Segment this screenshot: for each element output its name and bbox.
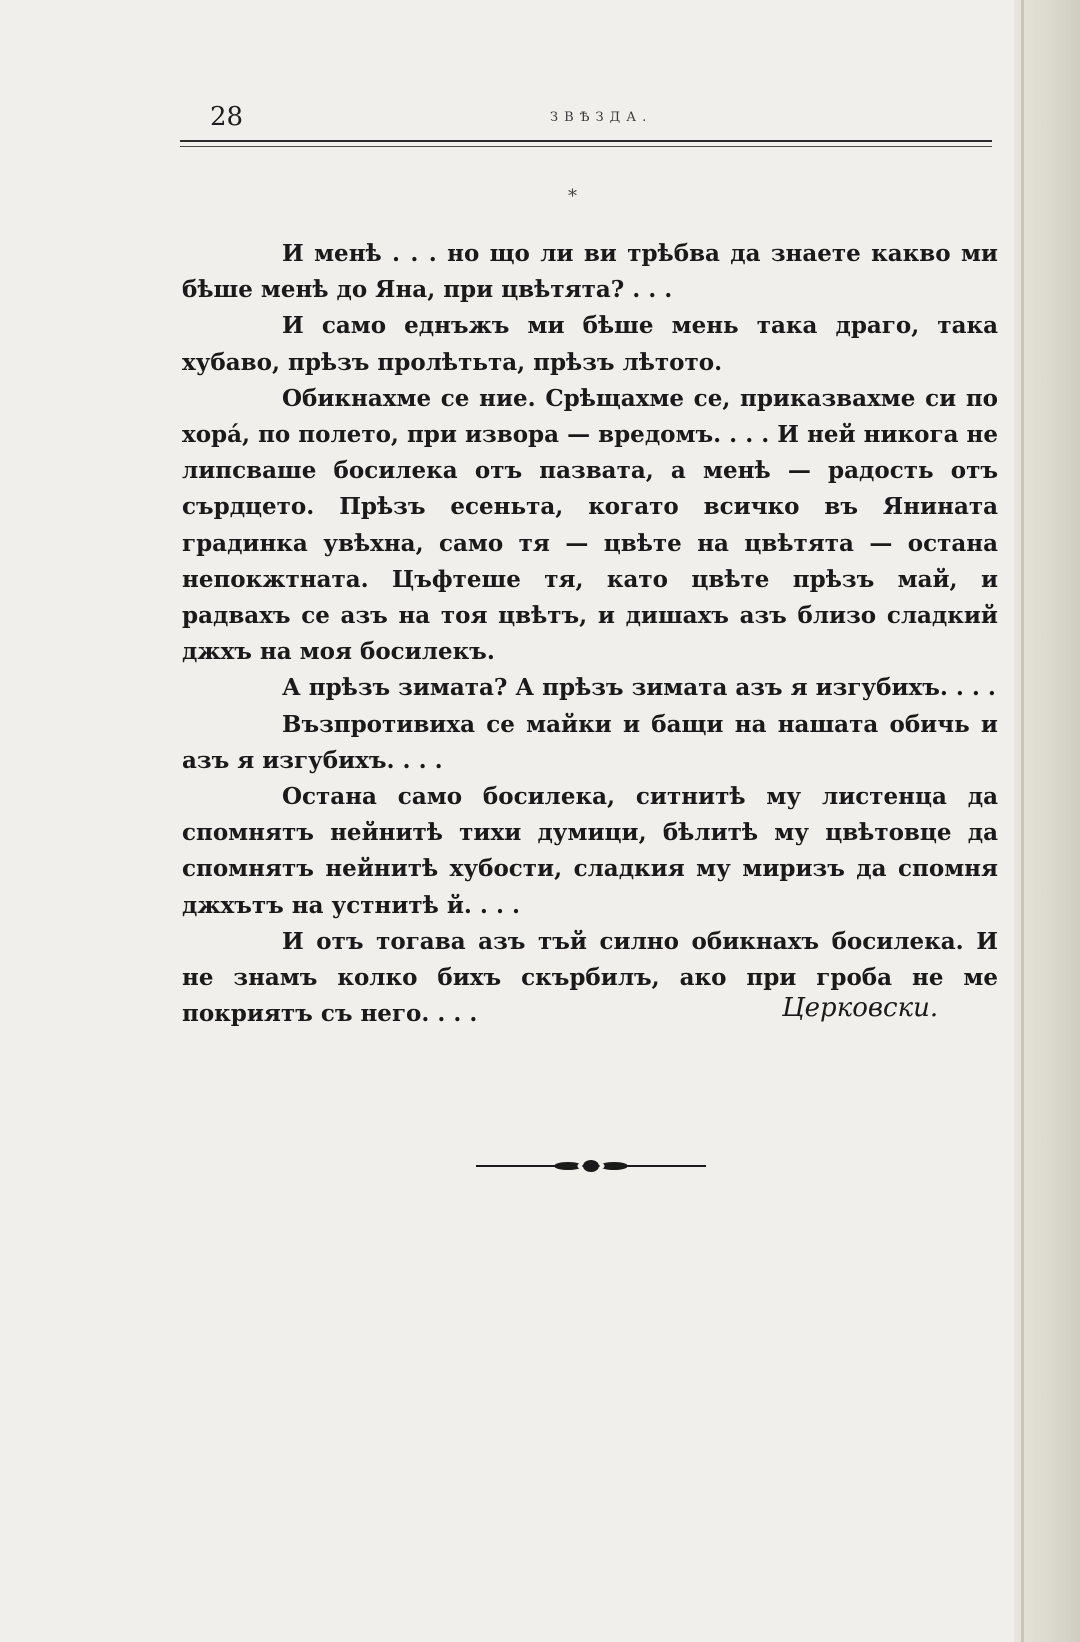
body-text — [182, 236, 998, 1032]
page-header — [180, 100, 990, 140]
paragraph: И отъ тогава азъ тъй силно обикнахъ босилека. И не знамъ колко бихъ скърбилъ, ако при гроба не ме покриятъ съ него. . . . — [182, 927, 998, 1028]
section-mark: * — [568, 186, 577, 207]
author-signature: Церковски. — [782, 993, 939, 1023]
end-ornament-icon — [476, 1158, 706, 1174]
running-head: ЗВѢЗДА. — [550, 110, 653, 125]
header-rule — [180, 140, 992, 142]
page-edge-line — [1021, 0, 1024, 1642]
paragraph: И менѣ . . . но що ли ви трѣбва да знаете какво ми бѣше менѣ до Яна, при цвѣтята? . . . — [182, 240, 998, 304]
paragraph: А прѣзъ зимата? А прѣзъ зимата азъ я изгубихъ. . . . — [282, 674, 996, 702]
paragraph: Обикнахме се ние. Срѣщахме се, приказвахме си по хора́, по полето, при извора — вредомъ. . . . И ней никога не липсваше босилека отъ пазвата, а менѣ — радость отъ сърдцето. Прѣзъ есеньта, когато всичко въ Янината градинка увѣхна, само тя — цвѣте на цвѣтята — остана непокжтната. Цъфтеше тя, като цвѣте прѣзъ май, и радвахъ се азъ на тоя цвѣтъ, и дишахъ азъ близо сладкий джхъ на моя босилекъ. — [182, 384, 998, 666]
page-number: 28 — [210, 102, 244, 132]
paragraph: Остана само босилека, ситнитѣ му листенца да спомнятъ нейнитѣ тихи думици, бѣлитѣ му цвѣтовце да спомнятъ нейнитѣ хубости, сладкия му миризъ да спомня джхътъ на устнитѣ й. . . . — [182, 783, 998, 919]
paragraph: Възпротивиха се майки и бащи на нашата обичь и азъ я изгубихъ. . . . — [182, 710, 998, 774]
header-rule-thin — [180, 146, 992, 147]
paragraph: И само еднъжъ ми бѣше мень така драго, така хубаво, прѣзъ пролѣтьта, прѣзъ лѣтото. — [182, 312, 998, 376]
